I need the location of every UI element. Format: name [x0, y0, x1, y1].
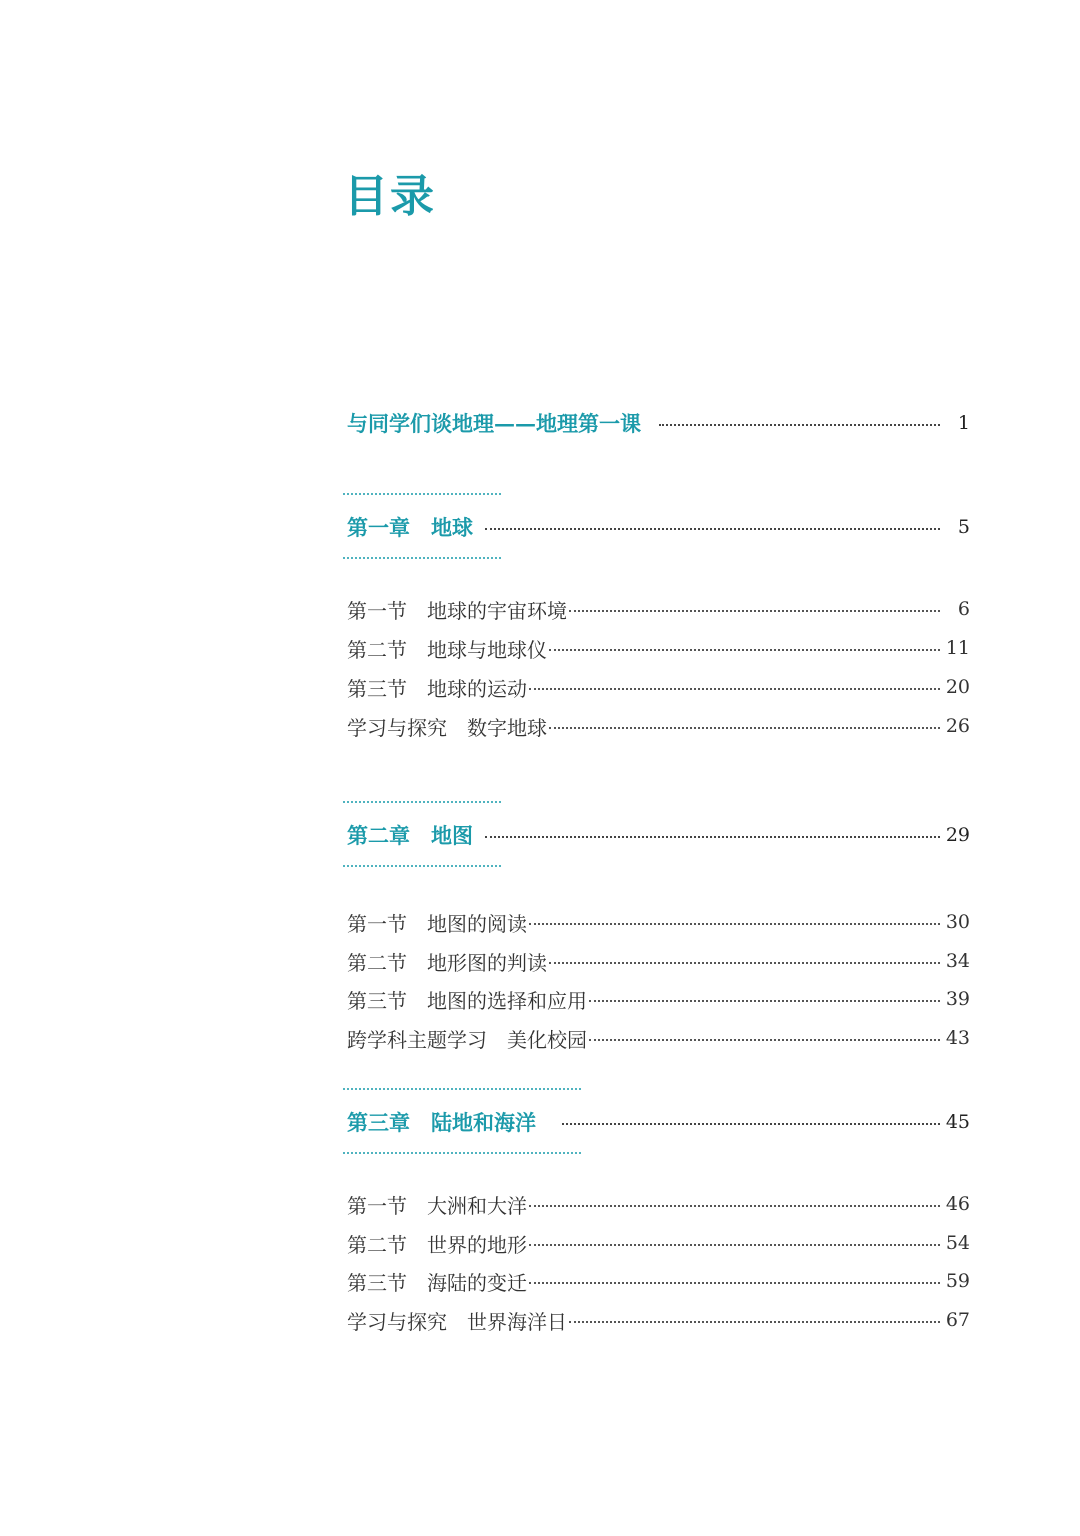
toc-section-label: 学习与探究 数字地球 [347, 715, 547, 740]
dot-leader [529, 1244, 940, 1246]
toc-section-label: 第一节 大洲和大洋 [347, 1193, 527, 1218]
toc-section[interactable] [347, 982, 970, 1016]
dot-leader [549, 962, 940, 964]
dot-leader [485, 836, 940, 838]
toc-title: 目录 [344, 171, 436, 222]
toc-chapter-2[interactable] [347, 818, 970, 852]
toc-section[interactable] [347, 592, 970, 626]
chapter-rule-top [343, 493, 501, 495]
toc-section-page: 20 [945, 676, 970, 698]
toc-entry-intro[interactable] [347, 406, 970, 440]
toc-entry-page: 1 [957, 412, 970, 434]
toc-section-page: 11 [945, 637, 970, 659]
toc-chapter-3[interactable] [347, 1105, 970, 1139]
toc-section-page: 43 [945, 1027, 970, 1049]
toc-chapter-1[interactable] [347, 510, 970, 544]
toc-chapter-label: 第二章 地图 [347, 823, 473, 848]
dot-leader [529, 1205, 940, 1207]
toc-section[interactable] [347, 905, 970, 939]
toc-chapter-page: 29 [945, 824, 970, 846]
toc-section[interactable] [347, 1264, 970, 1298]
toc-chapter-label: 第一章 地球 [347, 515, 473, 540]
dot-leader [485, 528, 940, 530]
toc-section-label: 第二节 世界的地形 [347, 1232, 527, 1257]
toc-section-label: 第三节 地球的运动 [347, 676, 527, 701]
dot-leader [659, 424, 940, 426]
dot-leader [589, 1039, 940, 1041]
chapter-rule-bottom [343, 865, 501, 867]
toc-section[interactable] [347, 1187, 970, 1221]
dot-leader [569, 610, 940, 612]
toc-section[interactable] [347, 631, 970, 665]
toc-section-label: 第三节 海陆的变迁 [347, 1270, 527, 1295]
toc-section-page: 59 [945, 1270, 970, 1292]
toc-section-page: 67 [945, 1309, 970, 1331]
dot-leader [569, 1321, 940, 1323]
chapter-rule-top [343, 1088, 581, 1090]
toc-section-label: 第二节 地形图的判读 [347, 950, 547, 975]
toc-section-page: 46 [945, 1193, 970, 1215]
toc-section-label: 第一节 地球的宇宙环境 [347, 598, 567, 623]
toc-section[interactable] [347, 1021, 970, 1055]
dot-leader [529, 1282, 940, 1284]
toc-section-label: 第一节 地图的阅读 [347, 911, 527, 936]
toc-entry-label: 与同学们谈地理——地理第一课 [347, 411, 641, 436]
toc-section[interactable] [347, 709, 970, 743]
toc-section-page: 30 [945, 911, 970, 933]
toc-section-page: 39 [945, 988, 970, 1010]
toc-section-page: 6 [957, 598, 970, 620]
dot-leader [589, 1000, 940, 1002]
toc-chapter-page: 5 [957, 516, 970, 538]
chapter-rule-bottom [343, 1152, 581, 1154]
toc-chapter-label: 第三章 陆地和海洋 [347, 1110, 536, 1135]
chapter-rule-bottom [343, 557, 501, 559]
chapter-rule-top [343, 801, 501, 803]
toc-section-page: 34 [945, 950, 970, 972]
toc-section-page: 26 [945, 715, 970, 737]
dot-leader [529, 923, 940, 925]
toc-section[interactable] [347, 944, 970, 978]
dot-leader [529, 688, 940, 690]
dot-leader [549, 727, 940, 729]
dot-leader [562, 1123, 940, 1125]
toc-section-label: 第二节 地球与地球仪 [347, 637, 547, 662]
dot-leader [549, 649, 940, 651]
toc-section[interactable] [347, 670, 970, 704]
toc-section[interactable] [347, 1303, 970, 1337]
toc-section-label: 学习与探究 世界海洋日 [347, 1309, 567, 1334]
toc-chapter-page: 45 [945, 1111, 970, 1133]
toc-section-page: 54 [945, 1232, 970, 1254]
toc-section[interactable] [347, 1226, 970, 1260]
toc-section-label: 第三节 地图的选择和应用 [347, 988, 587, 1013]
toc-section-label: 跨学科主题学习 美化校园 [347, 1027, 587, 1052]
